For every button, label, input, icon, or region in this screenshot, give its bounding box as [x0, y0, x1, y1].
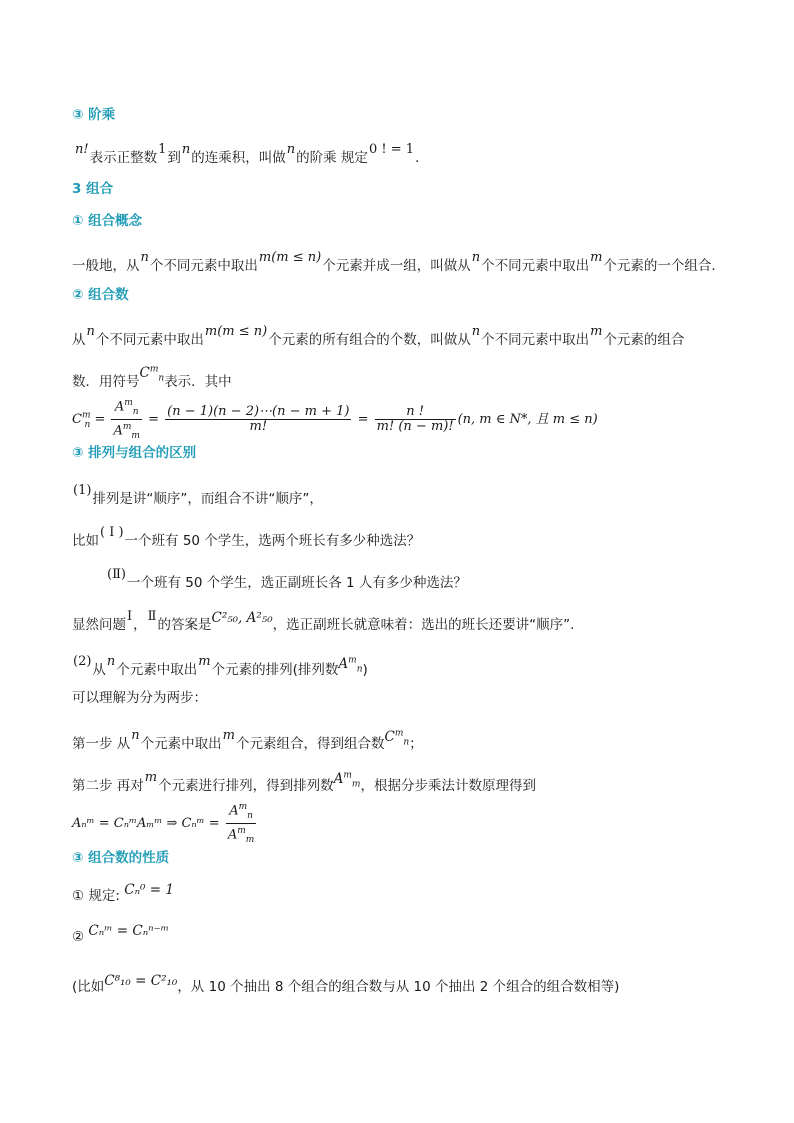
combination-formula: $C^m_n$ = $\frac{A^m_n}{A^m_m}$ = $\frac{(n - 1)(n - 2)\cdots(n - m + 1)}{m!}$ = $\frac{n !}{m! (n - m)!}$ (n, m ∈ N*, 且 m ≤ n)	[72, 398, 598, 441]
n-symbol: n	[86, 324, 95, 339]
text-fragment: 个不同元素中取出	[95, 332, 204, 348]
text-fragment: 个元素进行排列，得到排列数	[158, 778, 334, 794]
equals-sign: =	[148, 411, 160, 427]
fraction-a-over-a: $\frac{A^m_n}{A^m_m}$	[113, 398, 140, 441]
factorial-heading: ③ 阶乘	[72, 107, 116, 123]
n-symbol: n	[471, 324, 481, 339]
property-1	[72, 884, 174, 904]
c-symbol: C	[72, 411, 82, 427]
text-fragment: 从	[72, 332, 86, 348]
text-fragment: 个元素并成一组，叫做从	[322, 258, 471, 274]
m-symbol: m	[144, 770, 158, 785]
fraction-product: $\frac{(n - 1)(n - 2)\cdots(n - m + 1)}{m!}$	[167, 403, 350, 434]
m-symbol: m	[222, 728, 235, 743]
m-condition: m(m ≤ n)	[204, 324, 268, 339]
text-fragment: 个不同元素中取出	[149, 258, 258, 274]
roman-numeral-2: Ⅱ	[147, 609, 157, 624]
text-fragment: 个元素的一个组合.	[603, 258, 716, 274]
text-fragment: 的连乘积，叫做	[191, 150, 286, 166]
one-symbol: 1	[158, 142, 167, 157]
n-factorial-symbol: n!	[75, 142, 89, 157]
n-symbol: n	[140, 250, 149, 265]
text-fragment: 比如	[72, 533, 99, 549]
combination-concept-text	[72, 250, 716, 274]
factorial-definition	[74, 142, 420, 166]
answer-formula: C²₅₀, A²₅₀	[211, 610, 273, 626]
example-formula: C⁸₁₀ = C²₁₀	[104, 973, 178, 989]
m-symbol: m	[590, 250, 603, 265]
text-fragment: (比如	[72, 979, 105, 995]
equals-sign: =	[94, 411, 106, 427]
text-fragment: ，根据分步乘法计数原理得到	[360, 778, 536, 794]
text-fragment: 排列是讲“顺序”，而组合不讲“顺序”，	[92, 491, 323, 507]
text-fragment: 第一步 从	[72, 736, 131, 752]
text-fragment: .	[415, 150, 420, 166]
example-question-2	[106, 567, 467, 591]
text-fragment: 一般地，从	[72, 258, 140, 274]
text-fragment: 个元素的组合	[603, 332, 685, 348]
item-number: (2)	[73, 654, 92, 669]
item-number: (1)	[73, 483, 92, 498]
fraction-a-over-a: $\frac{A^m_n}{A^m_m}$	[227, 802, 255, 845]
example-question-1	[72, 525, 421, 549]
combination-number-text-1	[72, 324, 685, 348]
section-3-title: 3 组合	[72, 181, 114, 197]
roman-numeral-1: ( Ⅰ )	[100, 525, 124, 540]
text-fragment: 表示正整数	[89, 150, 158, 166]
text-fragment: 第二步 再对	[72, 778, 144, 794]
text-fragment: 的答案是	[157, 617, 212, 633]
combination-number-text-2	[72, 364, 232, 393]
m-symbol: m	[198, 654, 211, 669]
text-fragment: 个元素的所有组合的个数，叫做从	[268, 332, 471, 348]
n-symbol: n	[131, 728, 140, 743]
text-fragment: 一个班有 50 个学生，选两个班长有多少种选法？	[124, 533, 421, 549]
text-fragment: ，	[133, 617, 147, 633]
equals-sign: =	[357, 411, 369, 427]
text-fragment: ②	[72, 929, 85, 945]
text-fragment: 数．用符号	[72, 374, 140, 390]
step-2	[72, 770, 536, 797]
n-symbol: n	[181, 142, 191, 157]
roman-numeral-2: (Ⅱ)	[107, 567, 126, 582]
difference-point-2-line-2: 可以理解为分为两步：	[72, 690, 207, 706]
property-2-formula: Cₙᵐ = Cₙⁿ⁻ᵐ	[88, 923, 170, 939]
a-m-m-symbol: $A^m_m$	[333, 770, 361, 790]
property-1-formula: Cₙ⁰ = 1	[124, 882, 174, 898]
multiplication-principle-formula	[72, 800, 258, 847]
text-fragment: 显然问题	[72, 617, 126, 633]
combination-properties-heading: ③ 组合数的性质	[72, 850, 170, 866]
n-symbol: n	[471, 250, 481, 265]
step-1	[72, 728, 423, 755]
c-n-m-symbol: $C^m_n$	[384, 728, 410, 748]
text-fragment: 从	[92, 662, 106, 678]
text-fragment: ，从 10 个抽出 8 个组合的组合数与从 10 个抽出 2 个组合的组合数相等)	[177, 979, 620, 995]
text-fragment: ；	[409, 736, 423, 752]
text-fragment: 个元素中取出	[140, 736, 222, 752]
m-condition: m(m ≤ n)	[258, 250, 322, 265]
roman-numeral-1: Ⅰ	[127, 609, 133, 624]
n-symbol: n	[106, 654, 116, 669]
difference-point-1	[72, 483, 323, 507]
text-fragment: 个不同元素中取出	[481, 258, 590, 274]
c-n-m-symbol: $C^m_n$	[139, 364, 165, 384]
property-2	[72, 923, 170, 945]
permutation-vs-combination-heading: ③ 排列与组合的区别	[72, 445, 197, 461]
text-fragment: 的阶乘 规定	[296, 150, 368, 166]
example-answer	[72, 609, 575, 633]
formula-condition: (n, m ∈ N*, 且 m ≤ n)	[457, 411, 598, 427]
text-fragment: ① 规定:	[72, 888, 120, 904]
n-symbol: n	[286, 142, 296, 157]
text-fragment: 个不同元素中取出	[481, 332, 590, 348]
text-fragment: 到	[167, 150, 181, 166]
zero-factorial-formula: 0 ! = 1	[368, 142, 414, 157]
text-fragment: 表示．其中	[164, 374, 232, 390]
text-fragment: 个元素的排列(排列数	[211, 662, 339, 678]
text-fragment: ，选正副班长就意味着：选出的班长还要讲“顺序”.	[272, 617, 575, 633]
a-n-m-symbol: $A^m_n$	[338, 655, 363, 675]
combination-concept-heading: ① 组合概念	[72, 213, 143, 229]
text-fragment: 个元素组合，得到组合数	[236, 736, 385, 752]
combination-number-heading: ② 组合数	[72, 287, 129, 303]
fraction-factorial: $\frac{n !}{m! (n - m)!}$	[376, 403, 454, 434]
property-example	[72, 975, 619, 995]
formula-left-part: Aₙᵐ = CₙᵐAₘᵐ ⇒ Cₙᵐ =	[72, 815, 220, 831]
m-symbol: m	[590, 324, 603, 339]
text-fragment: 一个班有 50 个学生，选正副班长各 1 人有多少种选法？	[126, 575, 467, 591]
text-fragment: 个元素中取出	[116, 662, 198, 678]
text-fragment: )	[362, 662, 368, 678]
difference-point-2	[72, 654, 368, 681]
